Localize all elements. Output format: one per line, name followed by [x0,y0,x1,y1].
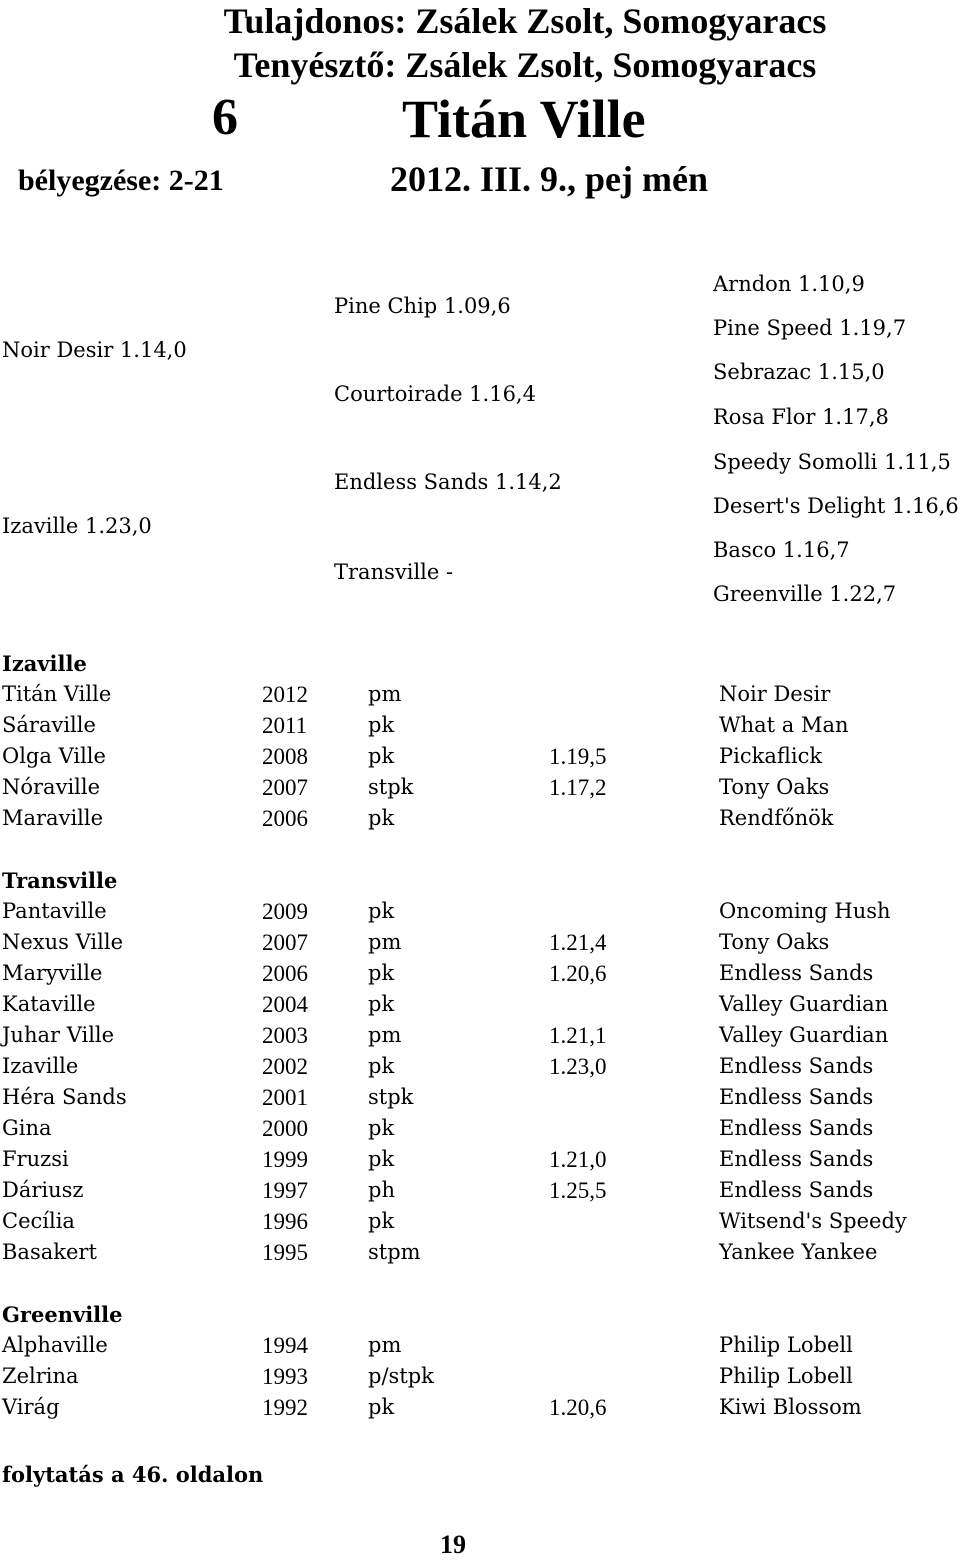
pedigree-grandparent: Pine Chip 1.09,6 [334,294,511,318]
sire-name: Valley Guardian [719,992,889,1016]
offspring-row [0,930,960,960]
sire-name: Kiwi Blossom [719,1395,862,1419]
section-title: Transville [2,868,118,893]
horse-type: pk [368,1395,395,1419]
sire-name: Endless Sands [719,1116,874,1140]
sire-name: What a Man [719,713,849,737]
offspring-name: Juhar Ville [2,1023,115,1047]
birth-year: 2006 [262,961,308,986]
catalog-number: 6 [212,89,238,146]
sire-name: Rendfőnök [719,806,834,830]
offspring-row [0,1240,960,1270]
offspring-name: Gina [2,1116,52,1140]
horse-type: pk [368,961,395,985]
offspring-name: Sáraville [2,713,96,737]
horse-type: pk [368,899,395,923]
sire-name: Philip Lobell [719,1364,853,1388]
sire-name: Yankee Yankee [719,1240,878,1264]
birth-year: 1997 [262,1178,308,1203]
pedigree-great-grandparent: Rosa Flor 1.17,8 [713,405,889,429]
birth-year: 1996 [262,1209,308,1234]
birth-year: 2012 [262,682,308,707]
offspring-row [0,992,960,1022]
offspring-name: Alphaville [2,1333,108,1357]
owner-line: Tulajdonos: Zsálek Zsolt, Somogyaracs [223,1,827,41]
section-title: Greenville [2,1302,123,1327]
offspring-row [0,1054,960,1084]
pedigree-grandparent: Endless Sands 1.14,2 [334,470,562,494]
birth-year: 2003 [262,1023,308,1048]
horse-type: pk [368,806,395,830]
horse-type: pk [368,1116,395,1140]
sire-name: Tony Oaks [719,930,830,954]
race-record: 1.23,0 [549,1054,607,1079]
sire-name: Witsend's Speedy [719,1209,907,1233]
horse-type: ph [368,1178,395,1202]
race-record: 1.20,6 [549,961,607,986]
horse-type: pk [368,713,395,737]
offspring-name: Kataville [2,992,96,1016]
birth-year: 2004 [262,992,308,1017]
race-record: 1.21,1 [549,1023,607,1048]
birth-year: 2007 [262,775,308,800]
race-record: 1.17,2 [549,775,607,800]
offspring-row [0,713,960,743]
sire-name: Noir Desir [719,682,831,706]
horse-type: pk [368,1147,395,1171]
offspring-name: Nexus Ville [2,930,123,954]
offspring-row [0,1209,960,1239]
pedigree-grandparent: Courtoirade 1.16,4 [334,382,536,406]
pedigree-great-grandparent: Pine Speed 1.19,7 [713,316,907,340]
sire-name: Valley Guardian [719,1023,889,1047]
offspring-row [0,1147,960,1177]
birth-year: 2011 [262,713,308,738]
birth-year: 1993 [262,1364,308,1389]
pedigree-great-grandparent: Speedy Somolli 1.11,5 [713,450,951,474]
horse-type: p/stpk [368,1364,434,1388]
offspring-name: Fruzsi [2,1147,69,1171]
birth-year: 1994 [262,1333,308,1358]
offspring-name: Pantaville [2,899,107,923]
offspring-row [0,1395,960,1425]
birth-year: 2007 [262,930,308,955]
offspring-name: Dáriusz [2,1178,84,1202]
birth-info: 2012. III. 9., pej mén [390,159,709,199]
offspring-row [0,899,960,929]
pedigree-great-grandparent: Arndon 1.10,9 [713,272,865,296]
offspring-row [0,1085,960,1115]
offspring-row [0,1333,960,1363]
birth-year: 2002 [262,1054,308,1079]
birth-year: 2006 [262,806,308,831]
pedigree-great-grandparent: Basco 1.16,7 [713,538,850,562]
horse-type: stpm [368,1240,421,1264]
race-record: 1.19,5 [549,744,607,769]
birth-year: 2008 [262,744,308,769]
horse-type: pm [368,1333,402,1357]
pedigree-great-grandparent: Sebrazac 1.15,0 [713,360,885,384]
birth-year: 1999 [262,1147,308,1172]
section-title: Izaville [2,651,87,676]
birth-year: 2009 [262,899,308,924]
stamp-code: bélyegzése: 2-21 [18,164,224,197]
pedigree-dam: Izaville 1.23,0 [2,514,152,538]
birth-year: 2001 [262,1085,308,1110]
horse-type: pk [368,744,395,768]
offspring-name: Maryville [2,961,103,985]
sire-name: Endless Sands [719,1054,874,1078]
birth-year: 2000 [262,1116,308,1141]
sire-name: Philip Lobell [719,1333,853,1357]
race-record: 1.21,4 [549,930,607,955]
horse-type: pm [368,1023,402,1047]
pedigree-great-grandparent: Desert's Delight 1.16,6 [713,494,959,518]
sire-name: Endless Sands [719,961,874,985]
offspring-name: Cecília [2,1209,75,1233]
horse-type: pm [368,930,402,954]
offspring-name: Maraville [2,806,104,830]
offspring-row [0,806,960,836]
offspring-name: Titán Ville [2,682,112,706]
race-record: 1.25,5 [549,1178,607,1203]
horse-type: pk [368,992,395,1016]
pedigree-sire: Noir Desir 1.14,0 [2,338,187,362]
birth-year: 1995 [262,1240,308,1265]
horse-type: pm [368,682,402,706]
offspring-name: Héra Sands [2,1085,127,1109]
horse-type: stpk [368,775,414,799]
pedigree-grandparent: Transville - [334,560,454,584]
page-number: 19 [440,1530,466,1559]
offspring-name: Zelrina [2,1364,79,1388]
offspring-name: Nóraville [2,775,101,799]
offspring-name: Olga Ville [2,744,106,768]
offspring-row [0,1116,960,1146]
horse-name: Titán Ville [402,89,646,149]
sire-name: Tony Oaks [719,775,830,799]
offspring-row [0,1178,960,1208]
offspring-name: Izaville [2,1054,79,1078]
offspring-row [0,1023,960,1053]
offspring-row [0,682,960,712]
offspring-name: Basakert [2,1240,97,1264]
sire-name: Endless Sands [719,1085,874,1109]
sire-name: Endless Sands [719,1178,874,1202]
sire-name: Endless Sands [719,1147,874,1171]
horse-type: pk [368,1054,395,1078]
offspring-row [0,744,960,774]
sire-name: Oncoming Hush [719,899,891,923]
continued-note: folytatás a 46. oldalon [2,1462,264,1487]
race-record: 1.21,0 [549,1147,607,1172]
horse-type: stpk [368,1085,414,1109]
birth-year: 1992 [262,1395,308,1420]
breeder-line: Tenyésztő: Zsálek Zsolt, Somogyaracs [233,45,817,85]
horse-type: pk [368,1209,395,1233]
offspring-name: Virág [2,1395,60,1419]
offspring-row [0,1364,960,1394]
offspring-row [0,961,960,991]
race-record: 1.20,6 [549,1395,607,1420]
offspring-row [0,775,960,805]
pedigree-great-grandparent: Greenville 1.22,7 [713,582,897,606]
sire-name: Pickaflick [719,744,823,768]
